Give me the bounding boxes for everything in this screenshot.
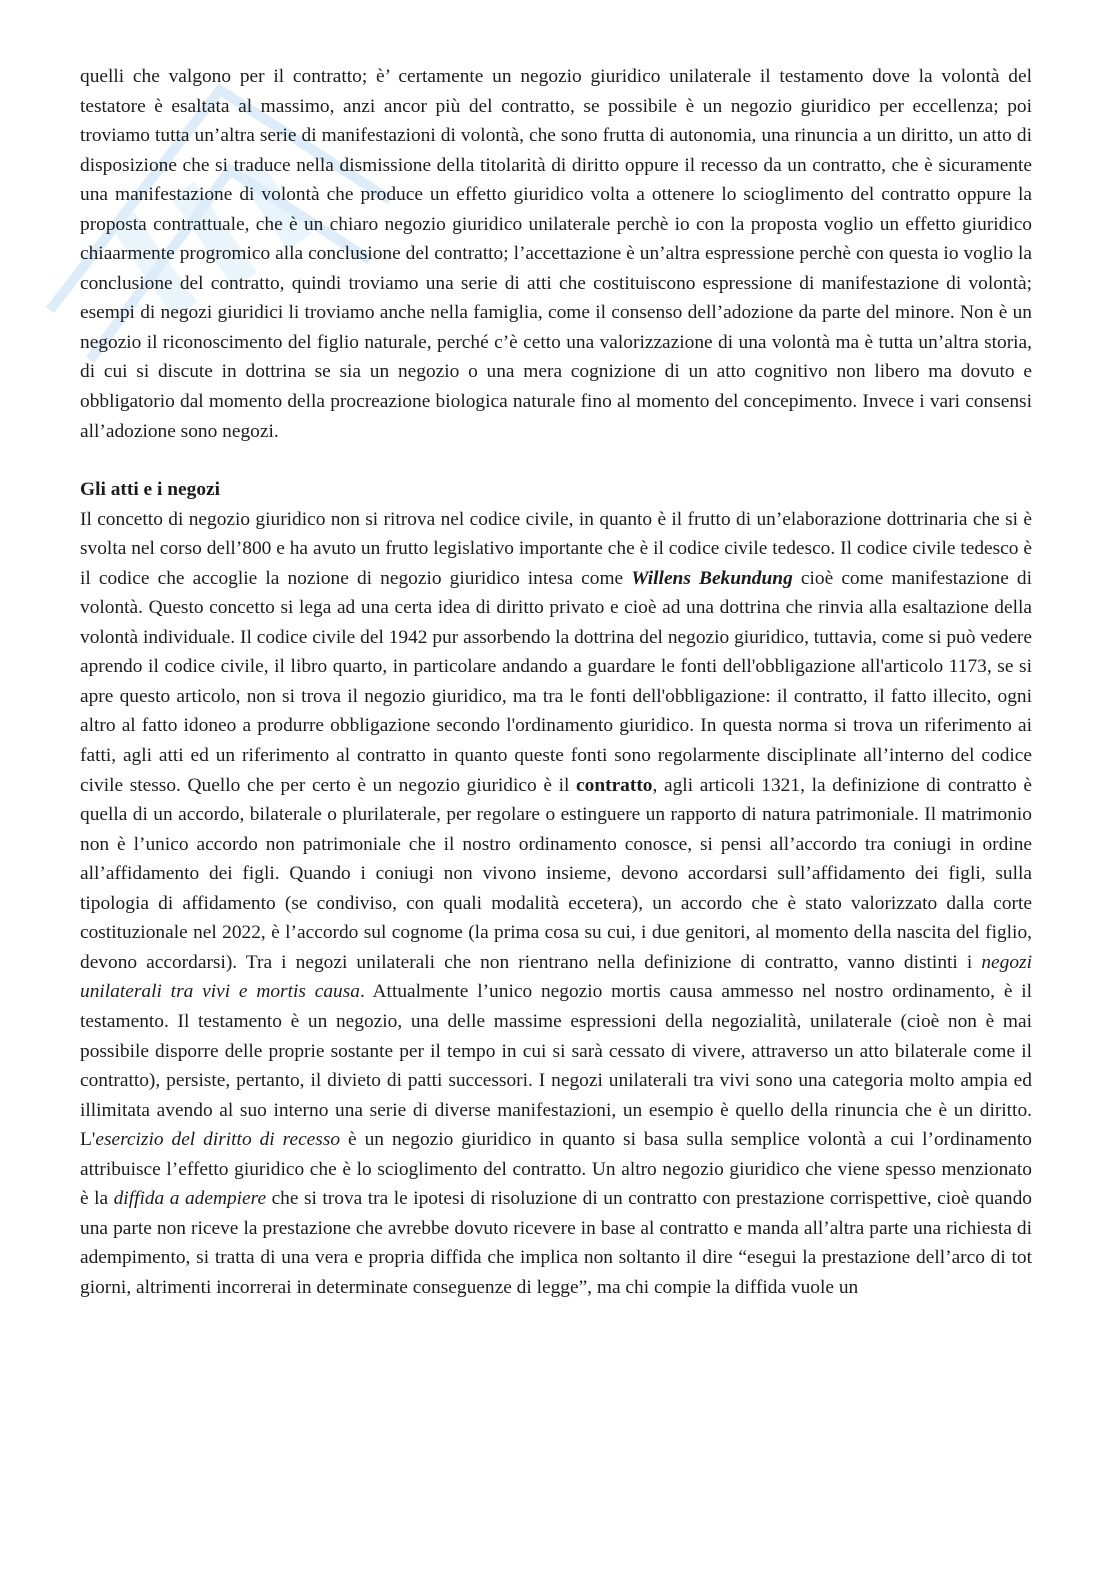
document-page xyxy=(80,62,1032,1302)
term-negozi-unilaterali: negozi unilaterali tra vivi e mortis causa xyxy=(80,951,1032,1003)
term-willens-bekundung: Willens Bekundung xyxy=(631,567,793,589)
paragraph-intro-text: quelli che valgono per il contratto; è’ certamente un negozio giuridico unilaterale il testamento dove la volontà del testatore è esaltata al massimo, anzi ancor più del contratto, se possibile è un negozio giuridico per eccellenza; poi troviamo tutta un’altra serie di manifestazioni di volontà, che sono frutta di autonomia, una rinuncia a un diritto, un atto di disposizione che si traduce nella dismissione della titolarità di diritto oppure il recesso da un contratto, che è sicuramente una manifestazione di volontà che produce un effetto giuridico volta a ottenere lo scioglimento del contratto oppure la proposta contrattuale, che è un chiaro negozio giuridico unilaterale perchè io con la proposta voglio un effetto giuridico chiaarmente progromico alla conclusione del contratto; l’accettazione è un’altra espressione perchè con questa io voglio la conclusione del contratto, quindi troviamo una serie di atti che costituiscono espressione di manifestazione di volontà; esempi di negozi giuridici li troviamo anche nella famiglia, come il consenso dell’adozione da parte del minore. Non è un negozio il riconoscimento del figlio naturale, perché c’è cetto una valorizzazione di una volontà ma è tutta un’altra storia, di cui si discute in dottrina se sia un negozio o una mera cognizione di un atto cognitivo non libero ma dovuto e obbligatorio dal momento della procreazione biologica naturale fino al momento del concepimento. Invece i vari consensi all’adozione sono negozi. xyxy=(80,66,1032,442)
text-segment: che si trova tra le ipotesi di risoluzione di un contratto con prestazione corrispettive, cioè quando una parte non riceve la prestazione che avrebbe dovuto ricevere in base al contratto e manda all’altra parte una richiesta di adempimento, si tratta di una vera e propria diffida che implica non soltanto il dire “esegui la prestazione dell’arco di tot giorni, altrimenti incorrerai in determinate conseguenze di legge”, ma chi compie la diffida vuole un xyxy=(80,1188,1032,1298)
text-segment: Il concetto di negozio giuridico non si ritrova nel codice civile, in quanto è il frutto di un’elaborazione dottrinaria che si è svolta nel corso dell’800 e ha avuto un frutto legislativo importante che è il codice civile tedesco. Il codice civile tedesco è il codice che accoglie la nozione di negozio giuridico intesa come xyxy=(80,508,1032,589)
term-diritto-recesso: esercizio del diritto di recesso xyxy=(95,1129,341,1151)
section-heading: Gli atti e i negozi xyxy=(80,479,221,501)
text-segment: cioè come manifestazione di volontà. Questo concetto si lega ad una certa idea di diritto privato e cioè ad una dottrina che rinvia alla esaltazione della volontà individuale. Il codice civile del 1942 pur assorbendo la dottrina del negozio giuridico, tuttavia, come si può vedere aprendo il codice civile, il libro quarto, in particolare andando a guardare le fonti dell'obbligazione all'articolo 1173, se si apre questo articolo, non si trova il negozio giuridico, ma tra le fonti dell'obbligazione: il contratto, il fatto illecito, ogni altro al fatto idoneo a produrre obbligazione secondo l'ordinamento giuridico. In questa norma si trova un riferimento ai fatti, agli atti ed un riferimento al contratto in quanto queste fonti sono regolarmente disciplinate all’interno del codice civile stesso. Quello che per certo è un negozio giuridico è il xyxy=(80,567,1032,796)
term-contratto: contratto xyxy=(576,774,653,796)
text-segment: è un negozio giuridico in quanto si basa sulla semplice volontà a cui l’ordinamento attribuisce l’effetto giuridico che è lo scioglimento del contratto. Un altro negozio giuridico che viene spesso menzionato è la xyxy=(80,1129,1032,1210)
term-diffida-adempiere: diffida a adempiere xyxy=(113,1188,267,1210)
text-segment: . Attualmente l’unico negozio mortis causa ammesso nel nostro ordinamento, è il testamento. Il testamento è un negozio, una delle massime espressioni della negozialità, unilaterale (cioè non è mai possibile disporre delle proprie sostante per il tempo in cui si sarà cessato di vivere, attraverso un atto bilaterale come il contratto), persiste, pertanto, il divieto di patti successori. I negozi unilaterali tra vivi sono una categoria molto ampia ed illimitata avendo al suo interno una serie di diverse manifestazioni, un esempio è quello della rinuncia che è un diritto. L' xyxy=(80,981,1033,1151)
paragraph-atti-negozi xyxy=(80,505,1032,1303)
paragraph-intro xyxy=(80,62,1032,446)
text-segment: , agli articoli 1321, la definizione di contratto è quella di un accordo, bilaterale o plurilaterale, per regolare o estinguere un rapporto di natura patrimoniale. Il matrimonio non è l’unico accordo non patrimoniale che il nostro ordinamento conosce, si pensi all’accordo tra coniugi in ordine all’affidamento dei figli. Quando i coniugi non vivono insieme, devono accordarsi sull’affidamento dei figli, sulla tipologia di affidamento (se condiviso, con quali modalità eccetera), un accordo che è stato valorizzato dalla corte costituzionale nel 2022, è l’accordo sul cognome (la prima cosa su cui, i due genitori, al momento della nascita del figlio, devono accordarsi). Tra i negozi unilaterali che non rientrano nella definizione di contratto, vanno distinti i xyxy=(80,774,1032,973)
